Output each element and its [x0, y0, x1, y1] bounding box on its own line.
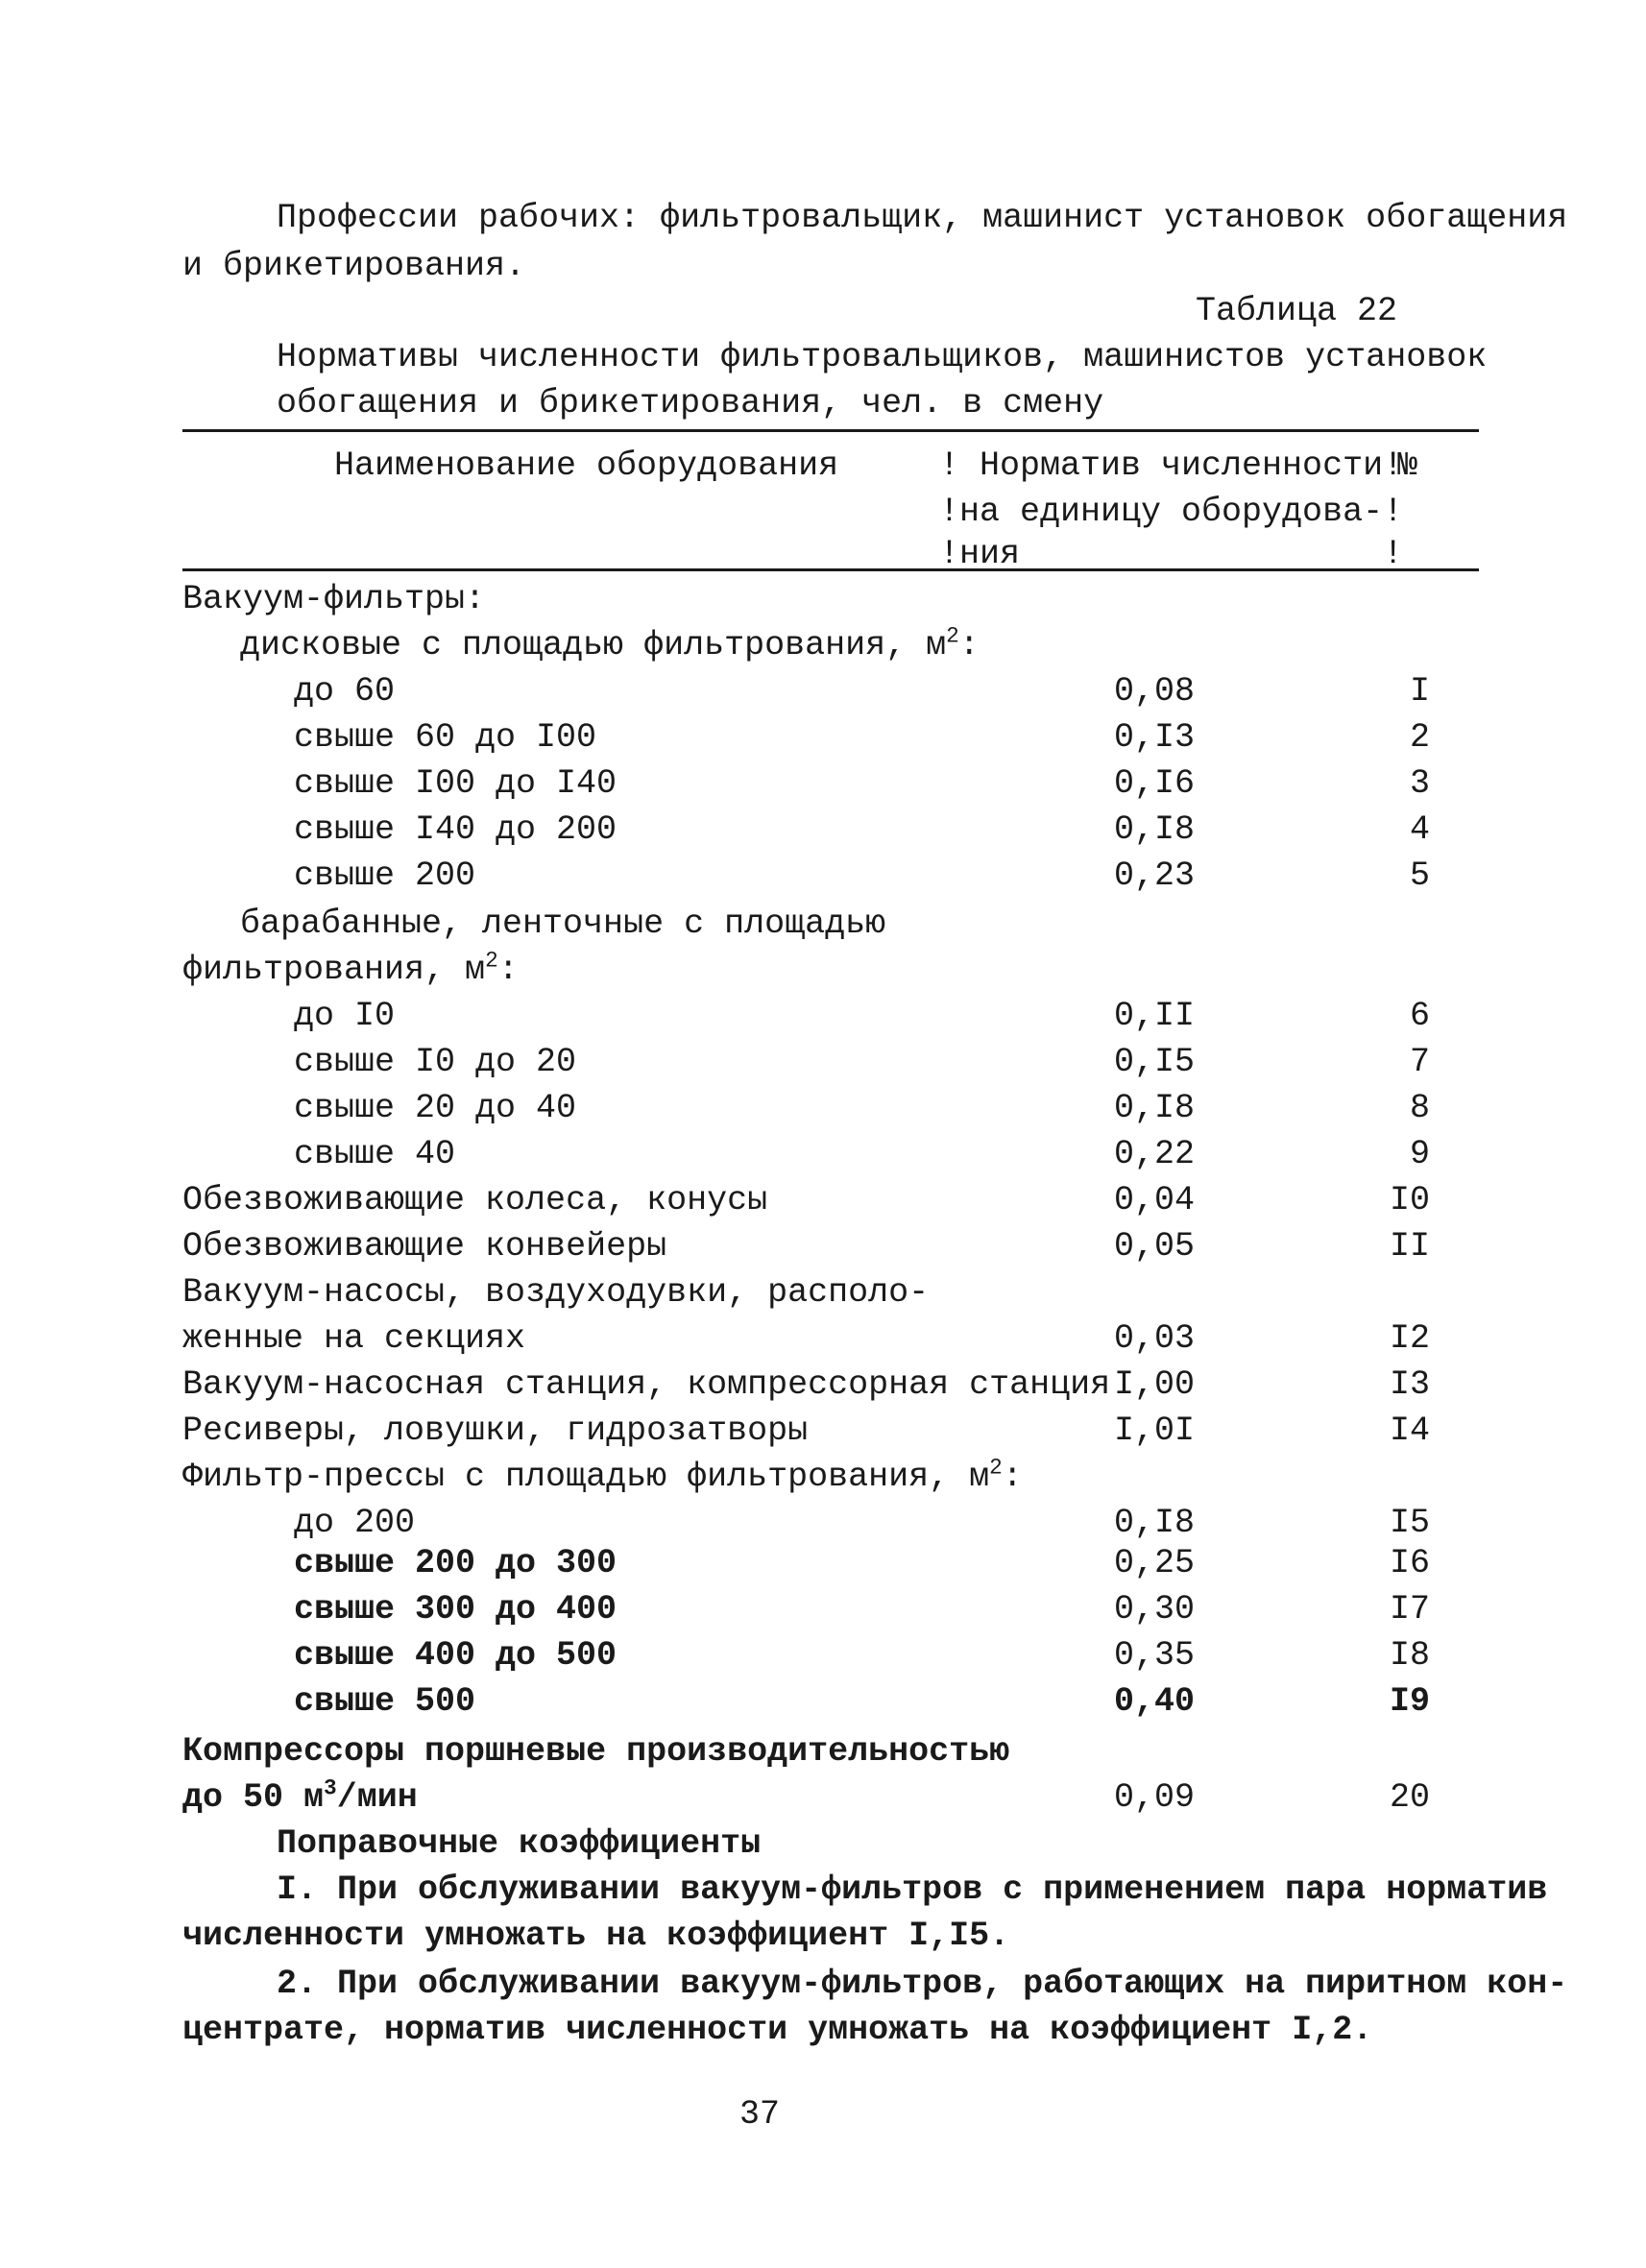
correction-1-line-1: I. При обслуживании вакуум-фильтров с применением пара норматив	[277, 1870, 1548, 1909]
row-name: свыше 500	[294, 1682, 476, 1721]
page-number: 37	[739, 2095, 781, 2134]
row-number: 8	[1409, 1089, 1430, 1127]
row-norm: 0,I5	[1114, 1043, 1196, 1081]
corrections-title: Поправочные коэффициенты	[277, 1824, 762, 1863]
row-norm: 0,35	[1114, 1636, 1196, 1675]
row-norm: 0,04	[1114, 1181, 1196, 1219]
correction-2-line-1: 2. При обслуживании вакуум-фильтров, работающих на пиритном кон-	[277, 1965, 1568, 2003]
row-number: 3	[1409, 764, 1430, 803]
table-top-rule	[182, 429, 1479, 432]
group-filter-presses: Фильтр-прессы с площадью фильтрования, $м^2$:	[182, 1455, 1023, 1496]
row-name: до 200	[294, 1504, 416, 1542]
row-norm: 0,23	[1114, 857, 1196, 895]
header-norm-line-2: !на единицу оборудова-!	[939, 493, 1404, 531]
group-compressors-line-1: Компрессоры поршневые производительностью	[182, 1732, 1010, 1771]
row-norm: 0,08	[1114, 672, 1196, 711]
row-number: 2	[1409, 718, 1430, 757]
row-number: I7	[1389, 1590, 1430, 1629]
intro-line-2: и брикетирования.	[182, 247, 526, 285]
row-number: 9	[1409, 1135, 1430, 1173]
row-name: свыше 300 до 400	[294, 1590, 617, 1629]
row-norm: 0,I8	[1114, 810, 1196, 849]
row-name: свыше I40 до 200	[294, 810, 617, 849]
table-caption-line-1: Нормативы численности фильтровальщиков, машинистов установок	[277, 338, 1488, 376]
correction-1-line-2: численности умножать на коэффициент I,I5.	[182, 1917, 1010, 1955]
header-number: №	[1397, 446, 1418, 485]
group-disc-filters: дисковые с площадью фильтрования, $м^2$:	[240, 623, 980, 664]
group-vacuum-pumps-line-2: женные на секциях	[182, 1319, 526, 1358]
row-name: свыше 40	[294, 1135, 456, 1173]
row-norm: I,0I	[1114, 1411, 1196, 1450]
row-norm: 0,I3	[1114, 718, 1196, 757]
row-number: 7	[1409, 1043, 1430, 1081]
row-name: Обезвоживающие колеса, конусы	[182, 1181, 768, 1219]
row-name: Ресиверы, ловушки, гидрозатворы	[182, 1411, 809, 1450]
row-number: II	[1389, 1227, 1430, 1266]
row-name: свыше 200 до 300	[294, 1544, 617, 1582]
row-name: Обезвоживающие конвейеры	[182, 1227, 667, 1266]
group-drum-filters-line-1: барабанные, ленточные с площадью	[240, 905, 886, 943]
row-name: свыше I00 до I40	[294, 764, 617, 803]
row-norm: 0,25	[1114, 1544, 1196, 1582]
row-number: I5	[1389, 1504, 1430, 1542]
row-name: свыше 60 до I00	[294, 718, 597, 757]
row-norm: 0,40	[1114, 1682, 1196, 1721]
row-name: до I0	[294, 997, 396, 1035]
header-equipment-name: Наименование оборудования	[334, 446, 839, 485]
row-number: 4	[1409, 810, 1430, 849]
row-norm: 0,II	[1114, 997, 1196, 1035]
group-drum-filters-line-2: фильтрования, $м^2$:	[182, 948, 519, 989]
row-norm: 0,I8	[1114, 1504, 1196, 1542]
row-number: I	[1409, 672, 1430, 711]
row-norm: 0,I8	[1114, 1089, 1196, 1127]
row-norm: I,00	[1114, 1365, 1196, 1404]
row-norm: 0,03	[1114, 1319, 1196, 1358]
intro-line-1: Профессии рабочих: фильтровальщик, машинист установок обогащения	[277, 199, 1568, 237]
table-caption-line-2: обогащения и брикетирования, чел. в смену	[277, 384, 1104, 422]
group-compressors-line-2: до 50 $м^3$/мин	[182, 1775, 418, 1817]
row-number: I4	[1389, 1411, 1430, 1450]
row-number: 6	[1409, 997, 1430, 1035]
row-name: свыше I0 до 20	[294, 1043, 577, 1081]
row-number: I0	[1389, 1181, 1430, 1219]
row-number: I9	[1389, 1682, 1430, 1721]
row-norm: 0,09	[1114, 1778, 1196, 1817]
row-number: I2	[1389, 1319, 1430, 1358]
row-name: свыше 400 до 500	[294, 1636, 617, 1675]
correction-2-line-2: центрате, норматив численности умножать на коэффициент I,2.	[182, 2011, 1373, 2049]
row-name: свыше 20 до 40	[294, 1089, 577, 1127]
row-name: до 60	[294, 672, 396, 711]
row-norm: 0,30	[1114, 1590, 1196, 1629]
row-number: I6	[1389, 1544, 1430, 1582]
row-name: свыше 200	[294, 857, 476, 895]
row-number: I3	[1389, 1365, 1430, 1404]
table-label: Таблица 22	[1196, 292, 1398, 330]
row-number: 5	[1409, 857, 1430, 895]
header-norm-line-1: ! Норматив численности!	[939, 446, 1404, 485]
row-norm: 0,I6	[1114, 764, 1196, 803]
group-vacuum-filters: Вакуум-фильтры:	[182, 580, 486, 618]
row-number: I8	[1389, 1636, 1430, 1675]
header-norm-line-3: !ния !	[939, 535, 1404, 573]
row-name: Вакуум-насосная станция, компрессорная станция	[182, 1365, 1111, 1404]
group-vacuum-pumps-line-1: Вакуум-насосы, воздуходувки, располо-	[182, 1273, 930, 1312]
row-norm: 0,05	[1114, 1227, 1196, 1266]
row-norm: 0,22	[1114, 1135, 1196, 1173]
row-number: 20	[1389, 1778, 1430, 1817]
